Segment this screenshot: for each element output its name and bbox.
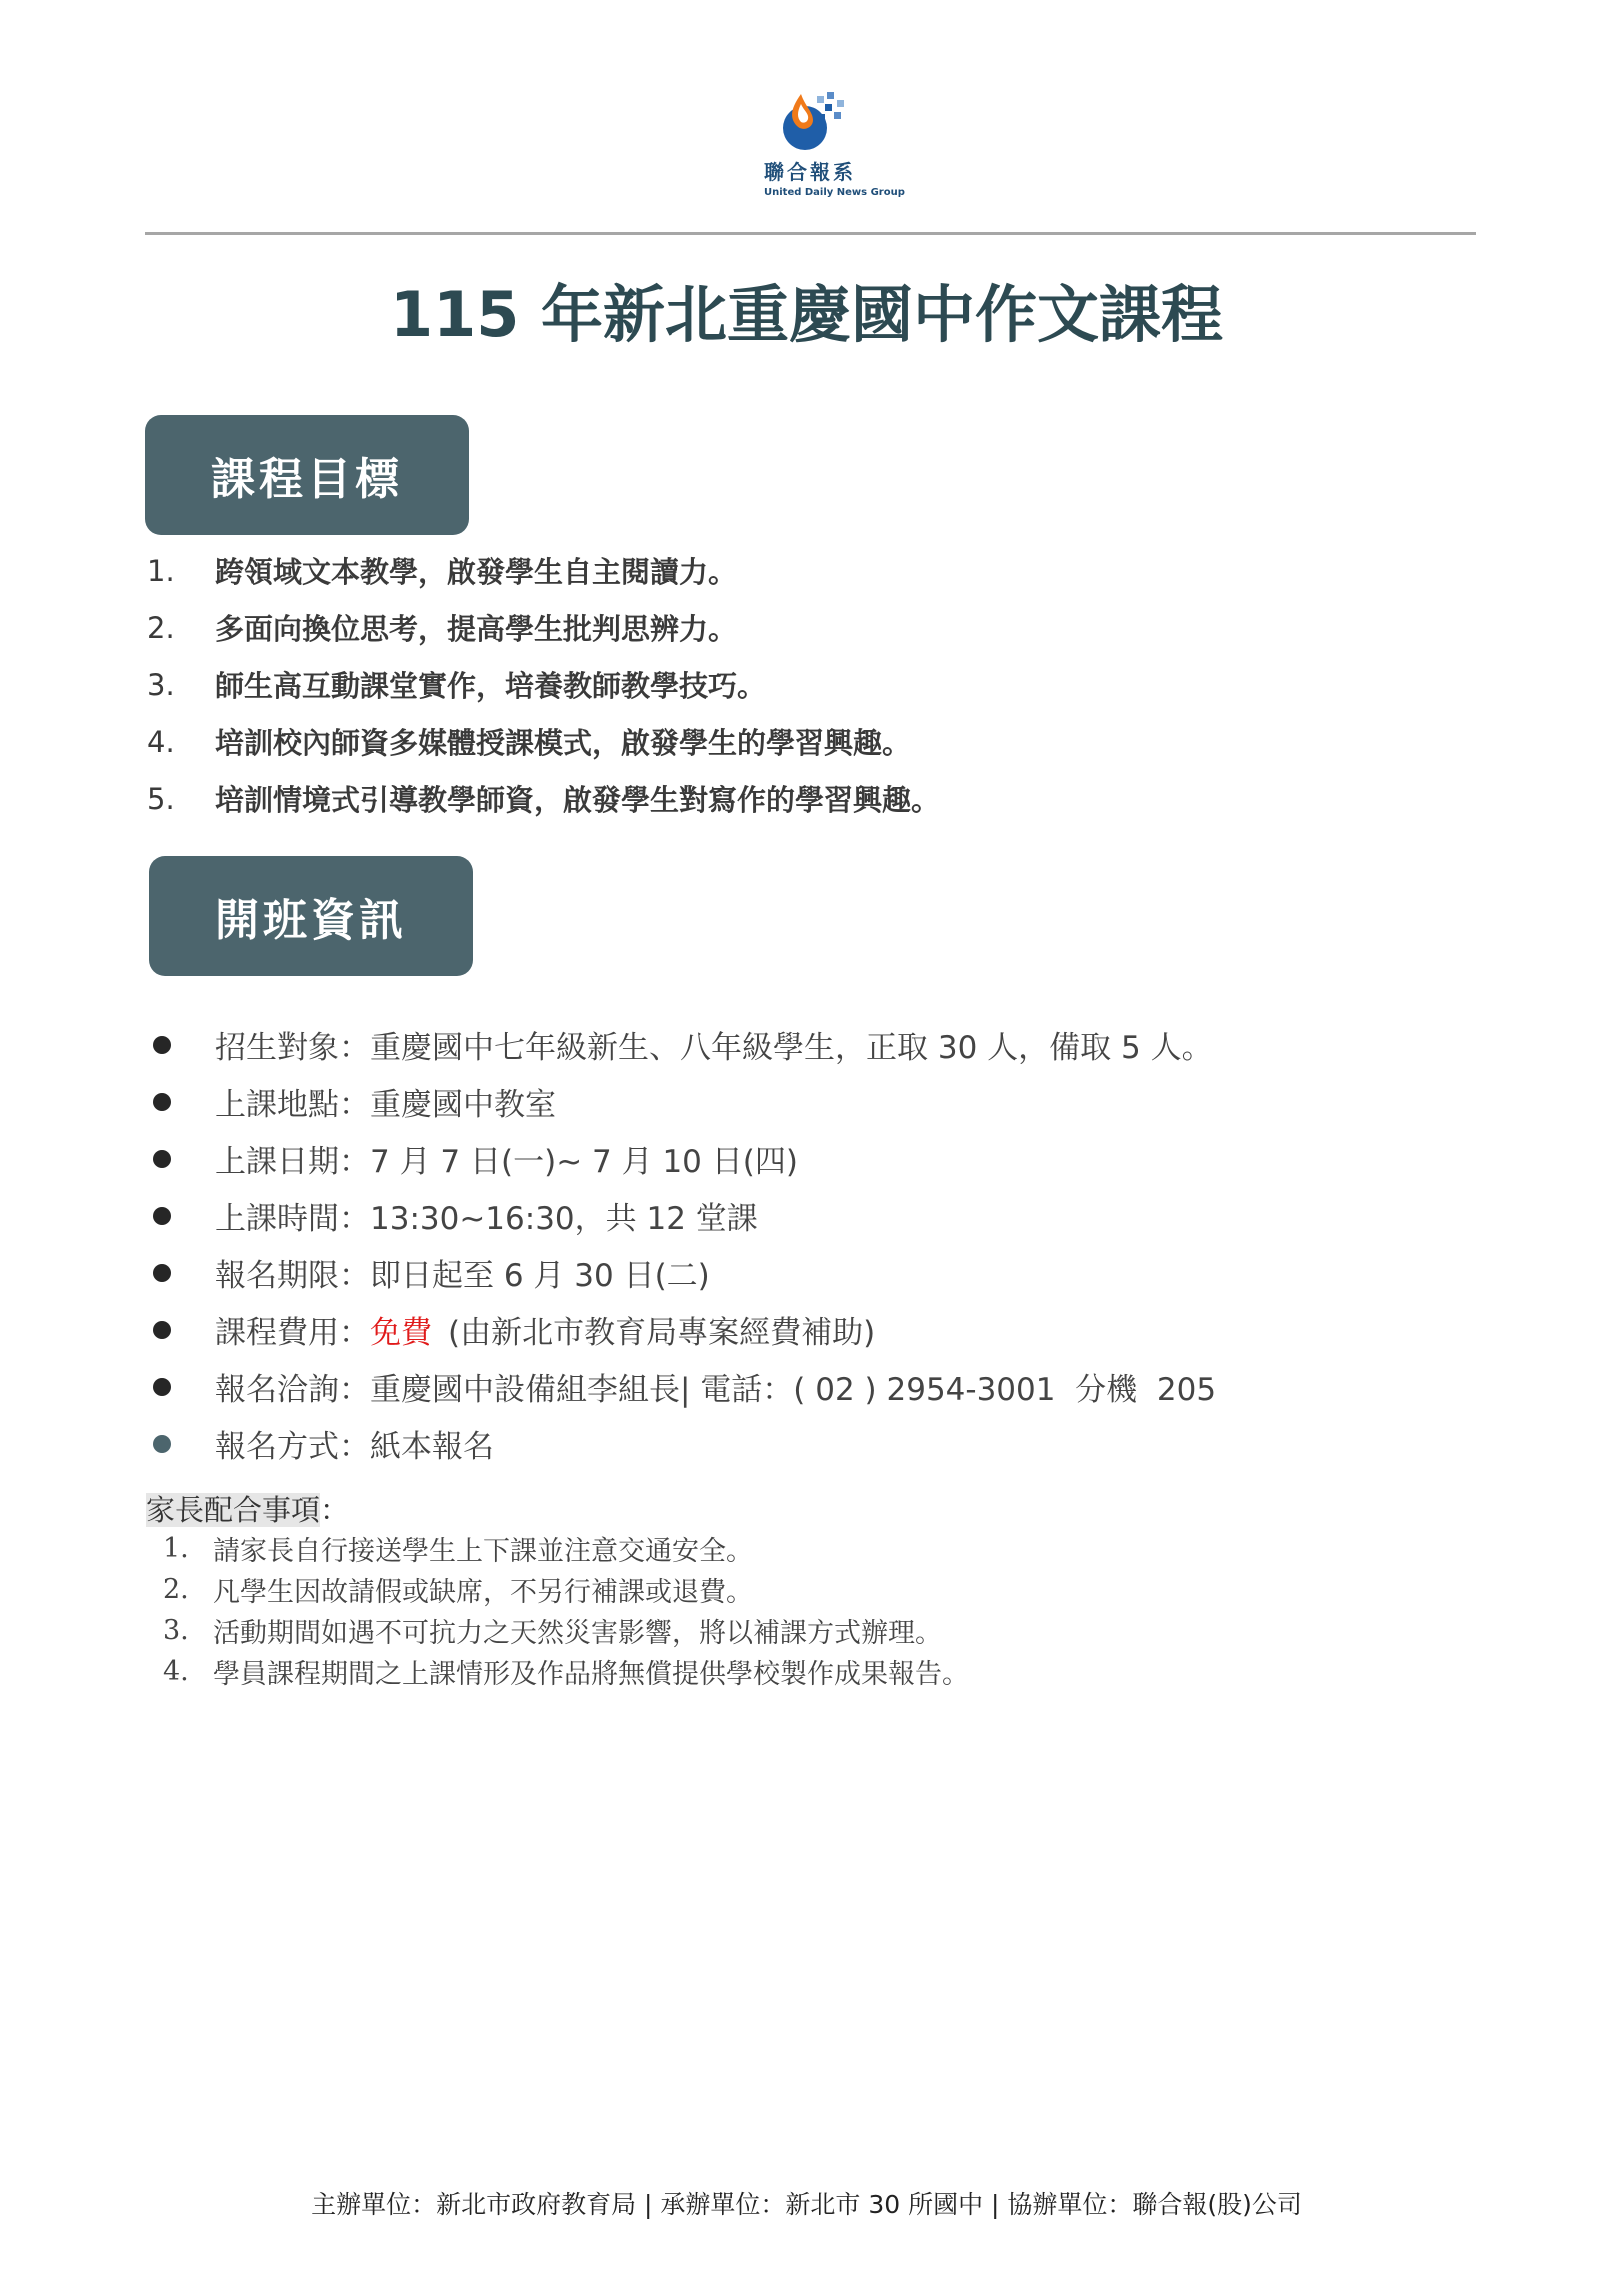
fee-free-highlight: 免費 [370, 1315, 432, 1351]
goal-number: 5. [147, 781, 175, 816]
udn-logo-icon [771, 88, 849, 152]
bullet-icon [153, 1321, 171, 1339]
bullet-icon [153, 1207, 171, 1225]
bullet-icon [153, 1435, 171, 1453]
section-badge-label: 開班資訊 [215, 895, 407, 946]
goal-number: 1. [147, 553, 175, 588]
note-number: 3. [163, 1615, 189, 1646]
info-item-target [147, 1016, 1497, 1073]
page-title: 115 年新北重慶國中作文課程 [389, 278, 1223, 351]
bullet-icon [153, 1264, 171, 1282]
note-item [163, 1651, 1363, 1692]
info-value: 紙本報名 [370, 1429, 494, 1465]
info-label: 上課時間： [215, 1201, 370, 1237]
logo-english-name: United Daily News Group [764, 187, 905, 198]
goal-text: 師生高互動課堂實作，培養教師教學技巧。 [215, 669, 767, 703]
info-item-time [147, 1187, 1497, 1244]
bullet-icon [153, 1036, 171, 1054]
goal-number: 2. [147, 610, 175, 645]
notes-heading-colon: ： [320, 1493, 350, 1527]
info-label: 報名洽詢： [215, 1372, 370, 1408]
info-item-date [147, 1130, 1497, 1187]
bullet-icon [153, 1093, 171, 1111]
goals-list [147, 542, 1447, 827]
notes-heading [146, 1488, 349, 1529]
info-item-contact [147, 1358, 1497, 1415]
info-value: 重慶國中七年級新生、八年級學生，正取 30 人，備取 5 人。 [370, 1030, 1213, 1066]
info-item-method [147, 1415, 1497, 1472]
note-text: 請家長自行接送學生上下課並注意交通安全。 [213, 1536, 753, 1567]
note-number: 1. [163, 1533, 189, 1564]
goal-item [147, 713, 1447, 770]
info-label: 報名方式： [215, 1429, 370, 1465]
info-item-location [147, 1073, 1497, 1130]
goal-text: 跨領域文本教學，啟發學生自主閱讀力。 [215, 555, 738, 589]
info-label: 上課地點： [215, 1087, 370, 1123]
goal-number: 4. [147, 724, 175, 759]
section-badge-goals [145, 415, 469, 535]
goal-text: 多面向換位思考，提高學生批判思辨力。 [215, 612, 738, 646]
info-item-deadline [147, 1244, 1497, 1301]
notes-heading-text: 家長配合事項 [146, 1493, 321, 1527]
note-text: 學員課程期間之上課情形及作品將無償提供學校製作成果報告。 [213, 1659, 969, 1690]
info-label: 課程費用： [215, 1315, 370, 1351]
info-label: 報名期限： [215, 1258, 370, 1294]
goal-item [147, 656, 1447, 713]
section-badge-class-info [149, 856, 473, 976]
notes-list [163, 1528, 1363, 1692]
goal-text: 培訓校內師資多媒體授課模式，啟發學生的學習興趣。 [215, 726, 912, 760]
bullet-icon [153, 1150, 171, 1168]
note-number: 4. [163, 1656, 189, 1687]
goal-text: 培訓情境式引導教學師資，啟發學生對寫作的學習興趣。 [215, 783, 941, 817]
goal-item [147, 770, 1447, 827]
note-text: 凡學生因故請假或缺席，不另行補課或退費。 [213, 1577, 753, 1608]
note-number: 2. [163, 1574, 189, 1605]
info-label: 上課日期： [215, 1144, 370, 1180]
note-item [163, 1610, 1363, 1651]
info-value: 即日起至 6 月 30 日(二) [370, 1258, 710, 1294]
goal-item [147, 599, 1447, 656]
note-text: 活動期間如遇不可抗力之天然災害影響，將以補課方式辦理。 [213, 1618, 942, 1649]
bullet-icon [153, 1378, 171, 1396]
class-info-list [147, 1016, 1497, 1472]
info-item-fee [147, 1301, 1497, 1358]
section-badge-label: 課程目標 [211, 454, 403, 505]
info-value: 重慶國中教室 [370, 1087, 556, 1123]
note-item [163, 1569, 1363, 1610]
info-value: 13:30~16:30，共 12 堂課 [370, 1201, 758, 1237]
header-divider [145, 232, 1476, 235]
info-label: 招生對象： [215, 1030, 370, 1066]
note-item [163, 1528, 1363, 1569]
goal-item [147, 542, 1447, 599]
info-value: 7 月 7 日(一)~ 7 月 10 日(四) [370, 1144, 798, 1180]
info-value: (由新北市教育局專案經費補助) [448, 1315, 876, 1351]
udn-logo [764, 88, 905, 198]
organizer-footer: 主辦單位：新北市政府教育局 | 承辦單位：新北市 30 所國中 | 協辦單位：聯合報(股)公司 [311, 2190, 1302, 2219]
info-value: 重慶國中設備組李組長| 電話：( 02 ) 2954-3001 分機 205 [370, 1372, 1217, 1408]
logo-chinese-name: 聯合報系 [764, 160, 856, 184]
goal-number: 3. [147, 667, 175, 702]
